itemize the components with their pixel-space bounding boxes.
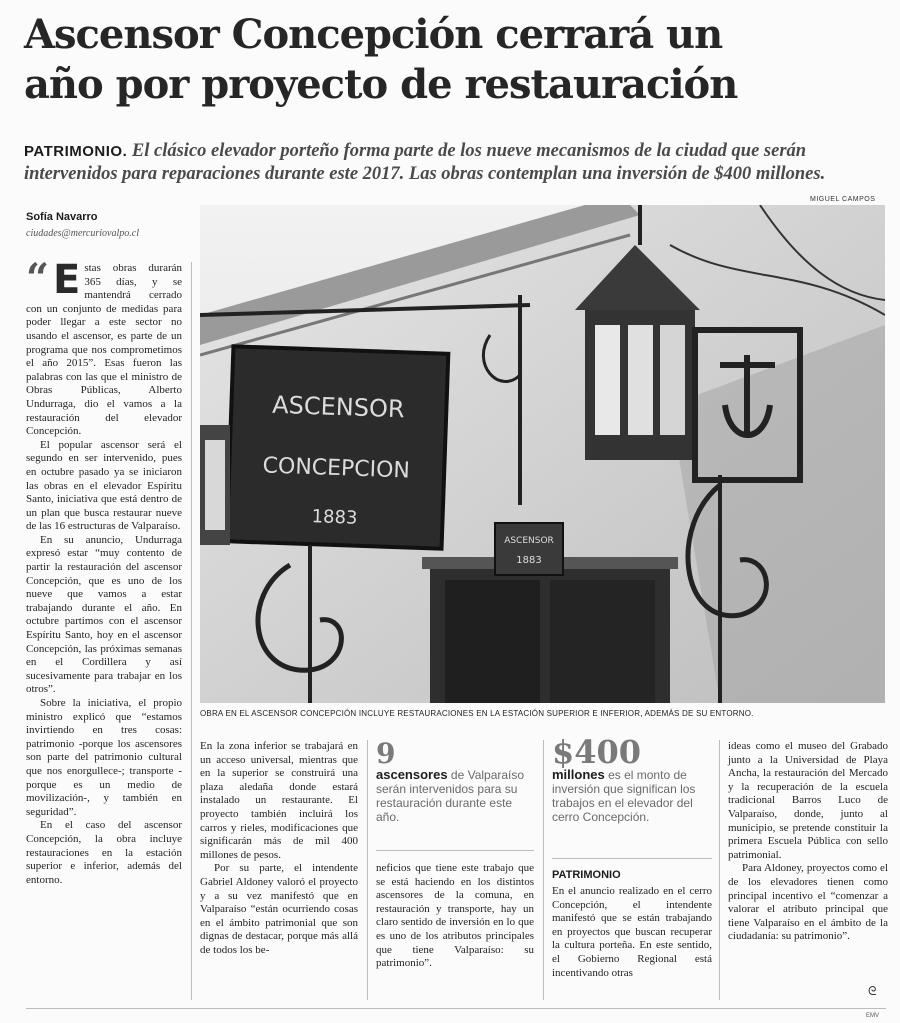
deck-text: El clásico elevador porteño forma parte de los nueve mecanismos de la ciudad que serán intervenidos para reparaciones durante este 2017. Las obras contemplan una inversión de $400 millones. xyxy=(24,141,826,184)
col5-paragraph-1: ideas como el museo del Grabado junto a la Universidad de Playa Ancha, la restauración del Mercado y la recuperación de la escuela tradicional Barros Luco de Valparaíso, donde, junto al municipio, se pretende constituir la primera Escuela Pública con sello patrimonial. xyxy=(728,740,888,861)
byline-author: Sofía Navarro xyxy=(26,211,98,223)
stat-divider xyxy=(376,850,534,851)
column-rule xyxy=(367,740,368,1000)
col5-paragraph-2: Para Aldoney, proyectos como el de los elevadores tienen como principal incentivo el “comenzar a valorar el atributo principal que tiene Valparaíso en el ámbito de la ciudadanía: su patrimonio”. xyxy=(728,862,888,943)
col1-paragraph-5: En el caso del ascensor Concepción, la obra incluye restauraciones en la estación superior e inferior, además del entorno. xyxy=(26,819,182,886)
col4-paragraph-1: En el anuncio realizado en el cerro Concepción, el intendente manifestó que se están trabajando en proyectos que buscan recuperar la cultura porteña. En este sentido, el Gobierno Regional está incentivando otras xyxy=(552,885,712,979)
stat-box-inversion xyxy=(552,733,712,824)
page-bottom-rule xyxy=(26,1008,886,1009)
col1-p1-text: stas obras durarán 365 días, y se mantendrá cerrado con un conjunto de medidas para poder llegar a este sector no usando el ascensor, es parte de un programa que nos comprometimos el año 2015”. Esas fueron las palabras con las que el ministro de Obras Públicas, Alberto Undurraga, dio el vamos a la restauración del elevador Concepción. xyxy=(26,262,182,438)
col1-paragraph-2: El popular ascensor será el segundo en ser intervenido, pues en octubre pasado ya se iniciaron las obras en el elevador Espíritu Santo, iniciativa que está dentro de un plan que busca restaurar nueve de las 16 estructuras de Valparaíso. xyxy=(26,438,182,533)
col1-paragraph-1 xyxy=(26,255,182,439)
small-sign xyxy=(495,523,563,575)
column-rule xyxy=(719,740,720,1000)
article-column-1 xyxy=(26,255,182,887)
lantern-left xyxy=(200,425,230,545)
byline-email: ciudades@mercuriovalpo.cl xyxy=(26,228,139,239)
deck xyxy=(24,140,884,186)
headline xyxy=(24,10,884,110)
ascensor-sign xyxy=(227,346,449,548)
stat-text: es el monto de inversión que significan los trabajos en el elevador del cerro Concepción. xyxy=(552,768,696,824)
stat-bold-label: ascensores xyxy=(376,767,448,782)
sign-line-2: CONCEPCION xyxy=(262,453,411,484)
photo-illustration xyxy=(200,205,885,703)
small-sign-line-1: ASCENSOR xyxy=(504,536,554,546)
col1-paragraph-3: En su anuncio, Undurraga expresó estar “muy contento de partir la restauración del ascensor Concepción, que es uno de los nueve que vamos a estar trabajando durante el año. En octubre partimos con el ascensor Espíritu Santo, hoy en el ascensor Concepción, las próximas semanas en el Cordillera y así sucesivamente para trabajar en los otros”. xyxy=(26,533,182,696)
column-rule xyxy=(543,740,544,1000)
stat-bold-label: millones xyxy=(552,767,605,782)
sign-line-1: ASCENSOR xyxy=(271,390,406,424)
small-sign-year: 1883 xyxy=(516,555,542,566)
stat-box-ascensores xyxy=(376,737,536,824)
sign-year: 1883 xyxy=(311,506,358,529)
footer-code: EMV xyxy=(866,1013,880,1019)
headline-line-1: Ascensor Concepción cerrará un xyxy=(24,11,723,58)
article-column-4 xyxy=(552,885,712,980)
stat-number-400: $400 xyxy=(552,733,642,771)
stat-description xyxy=(552,768,712,824)
opening-quote-mark: “ xyxy=(26,255,50,302)
headline-line-2: año por proyecto de restauración xyxy=(24,61,738,108)
article-photo xyxy=(200,205,885,703)
article-column-5 xyxy=(728,740,888,944)
stat-description xyxy=(376,768,536,824)
article-column-2 xyxy=(200,740,358,958)
col1-paragraph-4: Sobre la iniciativa, el propio ministro explicó que “estamos invirtiendo en tres cosas: patrimonio -porque los ascensores son parte del patrimonio cultural que nos enorgullece-; transporte -porque es un medio de movilización-, y también en seguridad”. xyxy=(26,697,182,818)
stat-divider xyxy=(552,858,712,859)
photo-credit: MIGUEL CAMPOS xyxy=(810,196,876,203)
section-subhead: PATRIMONIO xyxy=(552,869,621,881)
column-rule xyxy=(191,262,192,1000)
col2-paragraph-2: Por su parte, el intendente Gabriel Aldoney valoró el proyecto y a su vez manifestó que en Valparaíso “están ocurriendo cosas en el ámbito patrimonial que son dignas de destacar, porque más allá de todos los be- xyxy=(200,862,358,956)
article-column-3 xyxy=(376,862,534,971)
deck-kicker: PATRIMONIO. xyxy=(24,143,128,160)
drop-cap: E xyxy=(53,257,81,303)
stat-text: de Valparaíso serán intervenidos para su restauración durante este año. xyxy=(376,768,525,824)
stat-number-9: 9 xyxy=(376,737,396,770)
col2-paragraph-1: En la zona inferior se trabajará en un acceso universal, mientras que en la superior se construirá una plaza aledaña donde estará instalado un restaurante. El proyecto también incluirá los carros y rieles, modificaciones que significarán más de mil 400 millones de pesos. xyxy=(200,740,358,861)
photo-caption: OBRA EN EL ASCENSOR CONCEPCIÓN INCLUYE RESTAURACIONES EN LA ESTACIÓN SUPERIOR E INFERIOR, ADEMÁS DE SU ENTORNO. xyxy=(200,709,754,718)
col3-paragraph-1: neficios que tiene este trabajo que se está haciendo en los distintos ascensores de la comuna, en restauración y transporte, hay un claro sentido de inversión en lo que es uno de los atributos principales que tiene Valparaíso: su patrimonio”. xyxy=(376,862,534,970)
end-of-article-icon: ᘓ xyxy=(868,984,877,998)
